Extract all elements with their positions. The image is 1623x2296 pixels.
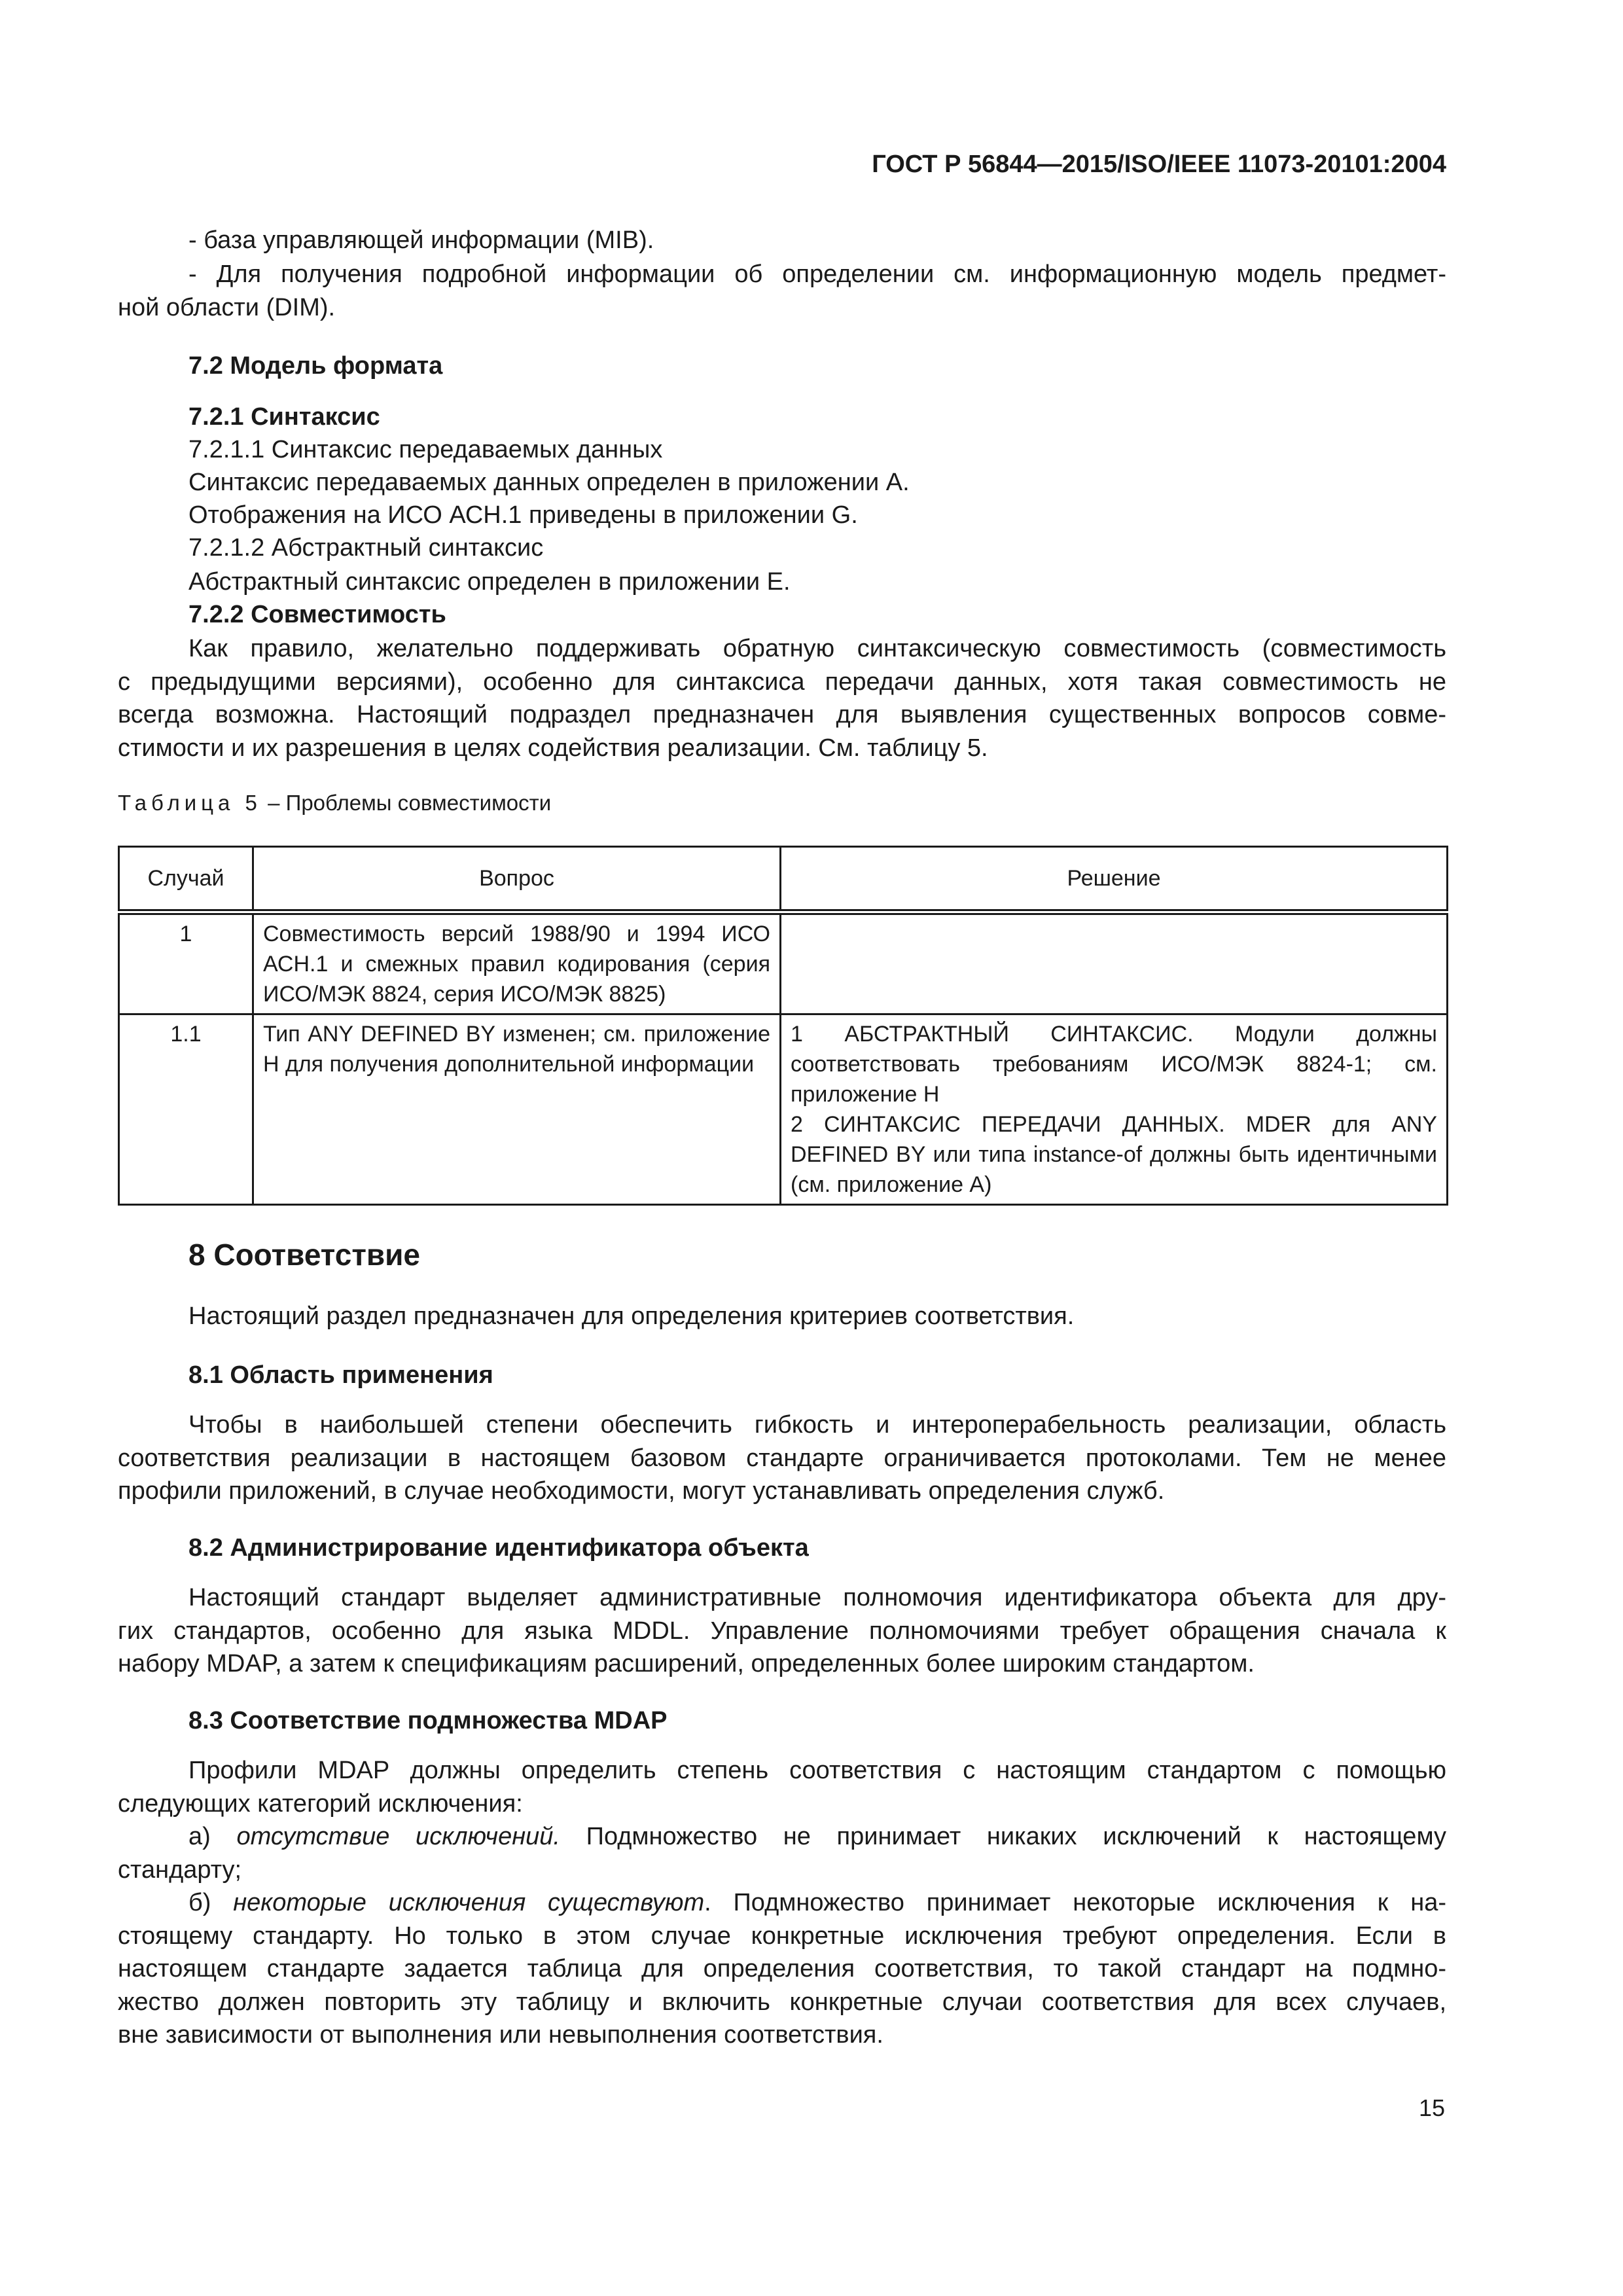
compat-line-1: Как правило, желательно поддерживать обратную синтаксическую совместимость (совместимость [188,635,1446,662]
table-caption-text: – Проблемы совместимости [261,791,552,815]
table-row [119,1014,1448,1205]
item-a-prefix: а) [188,1823,237,1850]
p82-line-1: Настоящий стандарт выделяет административные полномочия идентификатора объекта для дру- [188,1584,1446,1611]
line-abstract-syntax: Абстрактный синтаксис определен в приложении Е. [188,568,791,596]
line-asn1-mapping: Отображения на ИСО АСН.1 приведены в приложении G. [188,501,858,529]
paragraph-8-1 [118,1408,1446,1508]
line-7-2-1-2: 7.2.1.2 Абстрактный синтаксис [188,534,544,562]
compat-line-2: с предыдущими версиями), особенно для синтаксиса передачи данных, хотя такая совместимость не [118,668,1446,696]
compat-line-4: стимости и их разрешения в целях содействия реализации. См. таблицу 5. [118,734,988,762]
heading-8-1: 8.1 Область применения [188,1361,493,1389]
header-question: Вопрос [253,847,781,912]
p81-line-3: профили приложений, в случае необходимости, могут устанавливать определения служб. [118,1477,1165,1505]
solution-item-2: 2 СИНТАКСИС ПЕРЕДАЧИ ДАННЫХ. MDER для ANY DEFINED BY или типа instance-of должны быть идентичными (см. приложение А) [791,1112,1437,1197]
table-caption [118,791,551,816]
solution-item-1: 1 АБСТРАКТНЫЙ СИНТАКСИС. Модули должны соответствовать требованиям ИСО/МЭК 8824-1; см. приложение Н [791,1022,1437,1107]
cell-question: Совместимость версий 1988/90 и 1994 ИСО АСН.1 и смежных правил кодирования (серия ИСО/МЭК 8824, серия ИСО/МЭК 8825) [253,912,781,1014]
p83-line-1: Профили MDAP должны определить степень соответствия с настоящим стандартом с помощью [188,1757,1446,1784]
item-b-line-1 [118,1886,1446,1920]
table-row [119,912,1448,1014]
item-a-text: Подмножество не принимает никаких исключений к настоящему [560,1823,1446,1850]
heading-7-2-1: 7.2.1 Синтаксис [188,403,380,431]
item-b-prefix: б) [188,1889,234,1916]
cell-solution [781,1014,1448,1205]
intro-paragraph [118,258,1446,324]
header-solution: Решение [781,847,1448,912]
item-b-line-5: вне зависимости от выполнения или невыполнения соответствия. [118,2021,883,2049]
cell-question: Тип ANY DEFINED BY изменен; см. приложение Н для получения дополнительной информации [253,1014,781,1205]
paragraph-compatibility [118,632,1446,764]
p81-line-1: Чтобы в наибольшей степени обеспечить гибкость и интероперабельность реализации, область [188,1411,1446,1439]
item-b-text: . Подмножество принимает некоторые исключения к на- [704,1889,1446,1916]
item-b-line-3: настоящем стандарте задается таблица для определения соответствия, то такой стандарт на подмно- [118,1955,1446,1982]
heading-7-2-2: 7.2.2 Совместимость [188,601,446,628]
heading-8: 8 Соответствие [188,1238,420,1272]
item-b-term: некоторые исключения существуют [233,1889,705,1916]
table-header-row [119,847,1448,912]
item-a-line-1 [118,1820,1446,1854]
document-header: ГОСТ Р 56844—2015/ISO/IEEE 11073-20101:2004 [872,151,1446,178]
compat-line-3: всегда возможна. Настоящий подраздел предназначен для выявления существенных вопросов совме- [118,701,1446,728]
paragraph-8-3 [118,1754,1446,2052]
item-a-line-2: стандарту; [118,1856,242,1884]
line-transfer-syntax: Синтаксис передаваемых данных определен в приложении А. [188,469,910,496]
heading-8-3: 8.3 Соответствие подмножества MDAP [188,1707,668,1734]
item-a-term: отсутствие исключений. [236,1823,560,1850]
p82-line-2: гих стандартов, особенно для языка MDDL. Управление полномочиями требует обращения сначала к [118,1617,1446,1645]
p82-line-3: набору MDAP, а затем к спецификациям расширений, определенных более широким стандартом. [118,1650,1255,1677]
cell-case: 1.1 [119,1014,253,1205]
page-number: 15 [1418,2094,1445,2121]
p81-line-2: соответствия реализации в настоящем базовом стандарте ограничивается протоколами. Тем не менее [118,1444,1446,1472]
intro-line-3: ной области (DIM). [118,293,336,321]
intro-line-2: - Для получения подробной информации об определении см. информационную модель предмет- [188,260,1446,288]
heading-8-2: 8.2 Администрирование идентификатора объекта [188,1534,809,1562]
cell-solution [781,912,1448,1014]
p83-line-2: следующих категорий исключения: [118,1789,523,1818]
intro-line-1: - база управляющей информации (MIB). [188,226,654,254]
header-case: Случай [119,847,253,912]
cell-case: 1 [119,912,253,1014]
item-b-line-4: жество должен повторить эту таблицу и включить конкретные случаи соответствия для всех случаев, [118,1988,1446,2016]
table-caption-label: Таблица 5 [118,791,262,815]
section-8-intro: Настоящий раздел предназначен для определения критериев соответствия. [188,1302,1075,1330]
compatibility-table [118,846,1448,1206]
heading-7-2: 7.2 Модель формата [188,352,443,380]
paragraph-8-2 [118,1581,1446,1681]
item-b-line-2: стоящему стандарту. Но только в этом случае конкретные исключения требуют определения. Если в [118,1922,1446,1950]
line-7-2-1-1: 7.2.1.1 Синтаксис передаваемых данных [188,436,663,463]
